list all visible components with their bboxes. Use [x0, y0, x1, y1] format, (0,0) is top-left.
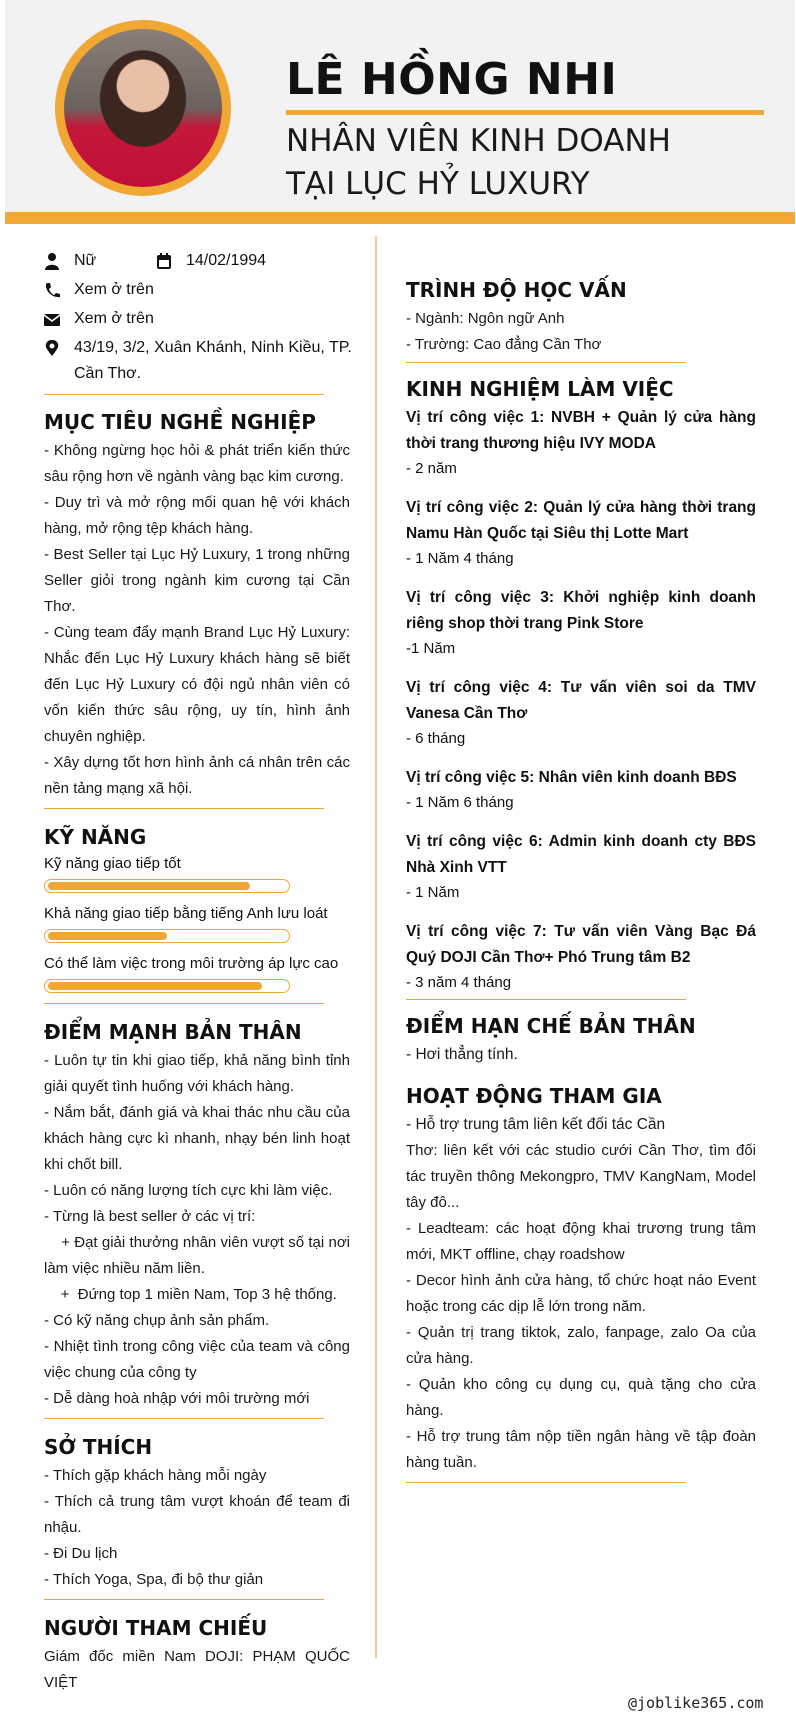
gender-value: Nữ — [74, 252, 97, 269]
strength-item: - Nhiệt tình trong công việc của team và công việc chung của công ty — [44, 1338, 350, 1381]
section-divider — [44, 1418, 324, 1419]
hobby-item: - Thích Yoga, Spa, đi bộ thư giản — [44, 1571, 264, 1588]
objective-title: MỤC TIÊU NGHỀ NGHIỆP — [44, 410, 316, 434]
hobbies-title: SỞ THÍCH — [44, 1435, 153, 1459]
objective-item: - Không ngừng học hỏi & phát triển kiến thức sâu rộng hơn về ngành vàng bạc kim cương. — [44, 442, 350, 485]
job-item-duration: - 1 Năm 6 tháng — [406, 794, 514, 811]
activity-item: Thơ: liên kết với các studio cưới Cần Thơ, tìm đối tác truyền thông Mekongpro, TMV KangNam, Model tây đô... — [406, 1142, 756, 1211]
person-icon — [44, 252, 60, 270]
activities-title: HOẠT ĐỘNG THAM GIA — [406, 1084, 662, 1108]
weakness-text: - Hơi thẳng tính. — [406, 1046, 518, 1063]
education-title: TRÌNH ĐỘ HỌC VẤN — [406, 278, 627, 302]
strength-item: - Dễ dàng hoà nhập với môi trường mới — [44, 1390, 310, 1407]
contact-email-row — [44, 306, 154, 332]
job-item-title: Vị trí công việc 6: Admin kinh doanh cty BĐS Nhà Xinh VTT — [406, 833, 756, 876]
skill-label: Kỹ năng giao tiếp tốt — [44, 855, 181, 872]
job-title-line2: TẠI LỤC HỶ LUXURY — [286, 166, 590, 202]
left-column — [44, 408, 355, 1696]
activity-item: - Quản trị trang tiktok, zalo, fanpage, zalo Oa của cửa hàng. — [406, 1324, 756, 1367]
column-divider — [375, 236, 377, 1658]
activity-item: - Hỗ trợ trung tâm nộp tiền ngân hàng về tập đoàn hàng tuần. — [406, 1428, 756, 1471]
activity-item: - Quản kho công cụ dụng cụ, quà tặng cho cửa hàng. — [406, 1376, 756, 1419]
skill-bar-fill — [48, 982, 262, 990]
skill-bar — [44, 879, 290, 893]
reference-title: NGƯỜI THAM CHIẾU — [44, 1616, 268, 1640]
skill-label: Có thể làm việc trong môi trường áp lực cao — [44, 955, 339, 972]
skill-bar — [44, 929, 290, 943]
strength-item: - Có kỹ năng chụp ảnh sản phẩm. — [44, 1312, 270, 1329]
right-column — [406, 276, 756, 1483]
job-item-duration: - 1 Năm 4 tháng — [406, 550, 514, 567]
contact-gender-row — [44, 248, 266, 274]
contact-phone-row — [44, 277, 154, 303]
weakness-title: ĐIỂM HẠN CHẾ BẢN THÂN — [406, 1014, 696, 1038]
contact-address-row — [44, 335, 364, 387]
name-underline — [286, 110, 764, 115]
skills-list — [44, 853, 350, 993]
candidate-name: LÊ HỒNG NHI — [286, 54, 618, 105]
skill-bar-fill — [48, 882, 250, 890]
activities-lead: - Hỗ trợ trung tâm liên kết đối tác Cần — [406, 1116, 666, 1133]
strength-item: - Nắm bắt, đánh giá và khai thác nhu cầu của khách hàng cực kì nhanh, nhạy bén linh hoạt khi chốt bill. — [44, 1104, 350, 1173]
skill-label: Khả năng giao tiếp bằng tiếng Anh lưu loát — [44, 905, 328, 922]
email-value: Xem ở trên — [74, 310, 154, 327]
job-title-line1: NHÂN VIÊN KINH DOANH — [286, 123, 671, 159]
education-school: - Trường: Cao đẳng Cần Thơ — [406, 336, 602, 353]
section-divider — [44, 1003, 324, 1004]
strength-item: + Đạt giải thưởng nhân viên vượt số tại nơi làm việc nhiều năm liền. — [44, 1234, 355, 1277]
experience-list — [406, 405, 756, 995]
envelope-icon — [44, 310, 60, 328]
strengths-title: ĐIỂM MẠNH BẢN THÂN — [44, 1020, 302, 1044]
job-item-title: Vị trí công việc 7: Tư vấn viên Vàng Bạc Đá Quý DOJI Cần Thơ+ Phó Trung tâm B2 — [406, 923, 756, 966]
job-title — [286, 120, 671, 206]
section-divider — [406, 362, 686, 363]
skills-title: KỸ NĂNG — [44, 825, 147, 849]
hobbies-list — [44, 1463, 350, 1593]
hobby-item: - Đi Du lịch — [44, 1545, 118, 1562]
calendar-icon — [156, 252, 172, 270]
strength-item: - Luôn tự tin khi giao tiếp, khả năng bình tỉnh giải quyết tình huống với khách hàng. — [44, 1052, 350, 1095]
strength-item: - Từng là best seller ở các vị trí: — [44, 1208, 256, 1225]
experience-title: KINH NGHIỆM LÀM VIỆC — [406, 377, 674, 401]
job-item-duration: - 6 tháng — [406, 730, 466, 747]
reference-text: Giám đốc miền Nam DOJI: PHẠM QUỐC VIỆT — [44, 1648, 350, 1691]
section-divider — [44, 808, 324, 809]
job-item-duration: - 1 Năm — [406, 884, 460, 901]
hobby-item: - Thích cả trung tâm vượt khoán để team đi nhậu. — [44, 1493, 350, 1536]
skill-bar — [44, 979, 290, 993]
strengths-list — [44, 1048, 355, 1412]
section-divider — [44, 394, 324, 395]
watermark: @joblike365.com — [628, 1694, 764, 1712]
job-item-duration: -1 Năm — [406, 640, 456, 657]
section-divider — [406, 1482, 686, 1483]
job-item-title: Vị trí công việc 4: Tư vấn viên soi da TMV Vanesa Cần Thơ — [406, 679, 756, 722]
job-item-title: Vị trí công việc 1: NVBH + Quản lý cửa hàng thời trang thương hiệu IVY MODA — [406, 409, 756, 452]
phone-value: Xem ở trên — [74, 281, 154, 298]
avatar — [55, 20, 231, 196]
header-accent-bar — [5, 212, 795, 224]
phone-icon — [44, 281, 60, 299]
section-divider — [406, 999, 686, 1000]
job-item-duration: - 3 năm 4 tháng — [406, 974, 512, 991]
education-major: - Ngành: Ngôn ngữ Anh — [406, 310, 565, 327]
avatar-photo — [64, 29, 222, 187]
job-item-title: Vị trí công việc 2: Quản lý cửa hàng thời trang Namu Hàn Quốc tại Siêu thị Lotte Mart — [406, 499, 756, 542]
location-pin-icon — [44, 339, 60, 357]
skill-bar-fill — [48, 932, 167, 940]
objective-list — [44, 438, 350, 802]
job-item-title: Vị trí công việc 5: Nhân viên kinh doanh BĐS — [406, 769, 737, 786]
strength-item: + Đứng top 1 miền Nam, Top 3 hệ thống. — [44, 1286, 337, 1303]
objective-item: - Best Seller tại Lục Hỷ Luxury, 1 trong những Seller giỏi trong ngành kim cương tại Cần Thơ. — [44, 546, 350, 615]
section-divider — [44, 1599, 324, 1600]
objective-item: - Xây dựng tốt hơn hình ảnh cá nhân trên các nền tảng mạng xã hội. — [44, 754, 350, 797]
job-item-title: Vị trí công việc 3: Khởi nghiệp kinh doanh riêng shop thời trang Pink Store — [406, 589, 756, 632]
birthday-value: 14/02/1994 — [186, 252, 267, 269]
address-value: 43/19, 3/2, Xuân Khánh, Ninh Kiều, TP. Cần Thơ. — [74, 339, 352, 382]
activity-item: - Leadteam: các hoạt động khai trương trung tâm mới, MKT offline, chạy roadshow — [406, 1220, 756, 1263]
hobby-item: - Thích gặp khách hàng mỗi ngày — [44, 1467, 267, 1484]
job-item-duration: - 2 năm — [406, 460, 457, 477]
objective-item: - Duy trì và mở rộng mối quan hệ với khách hàng, mở rộng tệp khách hàng. — [44, 494, 350, 537]
activity-item: - Decor hình ảnh cửa hàng, tổ chức hoạt náo Event hoặc trong các dịp lễ lớn trong năm. — [406, 1272, 756, 1315]
activities-list — [406, 1138, 756, 1476]
objective-item: - Cùng team đẩy mạnh Brand Lục Hỷ Luxury: Nhắc đến Lục Hỷ Luxury khách hàng sẽ biết đến Lục Hỷ Luxury có đội ngủ nhân viên có vốn kiến thức sâu rộng, uy tín, hình ảnh chuyên nghiệp. — [44, 624, 350, 745]
strength-item: - Luôn có năng lượng tích cực khi làm việc. — [44, 1182, 333, 1199]
